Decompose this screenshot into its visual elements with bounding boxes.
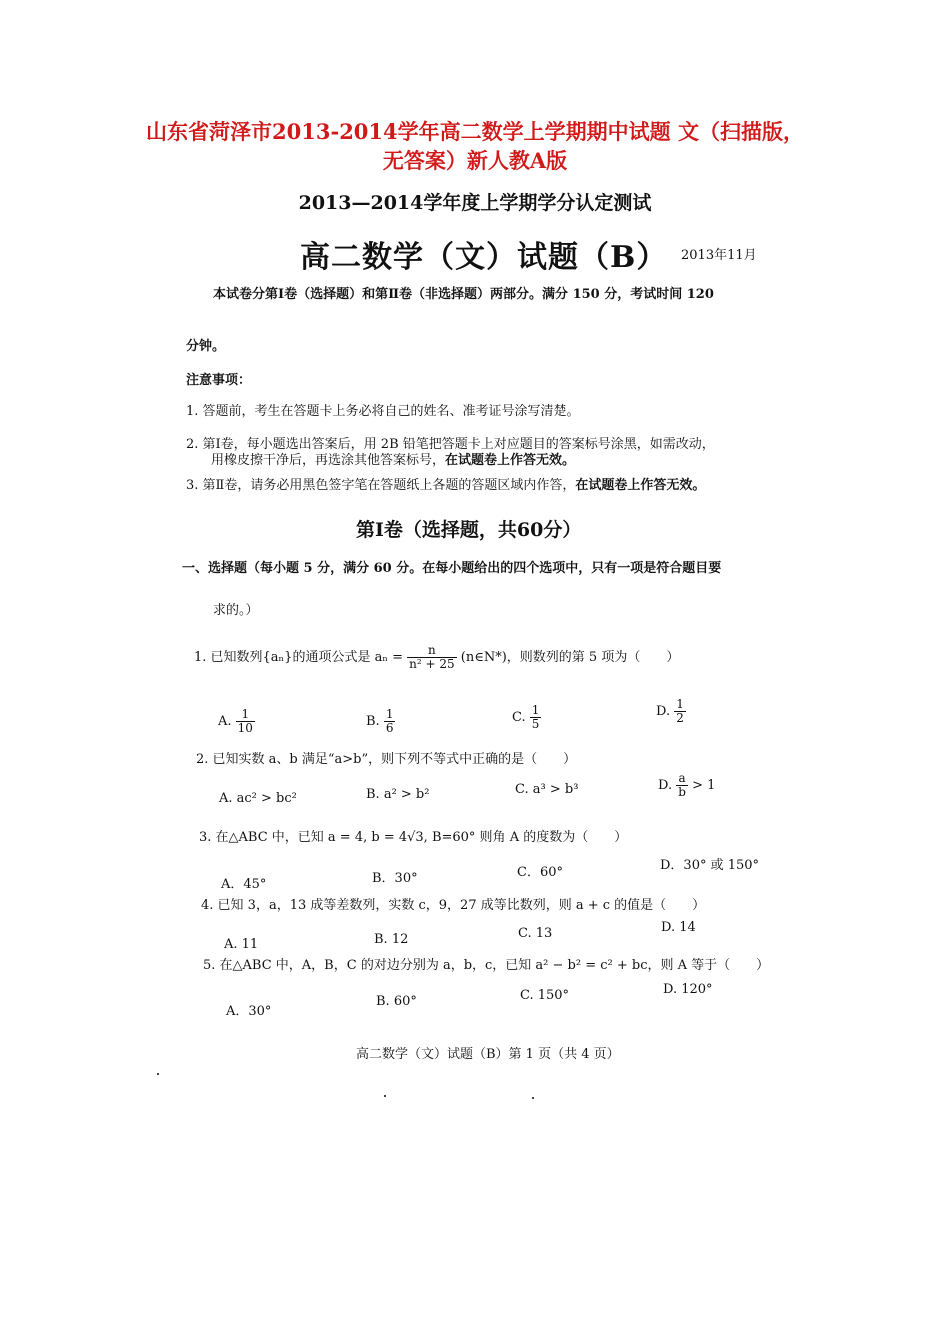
scan-speck [384,1095,386,1097]
question-3-option-b[interactable]: B．30° [372,871,418,886]
notes-heading: 注意事项： [186,373,252,388]
exam-subtitle: 2013—2014学年度上学期学分认定测试 [298,192,652,214]
question-2-option-b[interactable]: B. a² > b² [366,787,430,802]
question-2: 2. 已知实数 a、b 满足“a>b”，则下列不等式中正确的是（ ） [196,752,577,767]
section-title: 第Ⅰ卷（选择题，共60分） [356,519,582,541]
note-1: 1. 答题前，考生在答题卡上务必将自己的姓名、准考证号涂写清楚。 [186,404,580,419]
option-c-fraction [530,704,542,731]
question-1-post: (n∈N*)，则数列的第 5 项为（ ） [460,650,680,665]
option-b-num: 1 [385,707,394,721]
option-c-den: 5 [531,717,540,731]
option-d-fraction [676,772,688,799]
option-d-post: > 1 [692,778,716,793]
note-2b [211,449,575,468]
scan-speck [532,1097,534,1099]
question-5-option-c[interactable]: C. 150° [520,988,570,1003]
option-b-label: B. [366,714,380,729]
option-a-label: A. [218,714,232,729]
question-3-option-c[interactable]: C．60° [517,865,563,880]
question-1-option-d[interactable] [656,698,686,725]
question-5-option-d[interactable]: D. 120° [663,982,713,997]
question-3-option-d[interactable]: D．30° 或 150° [660,858,760,873]
question-5-option-a[interactable]: A．30° [226,1004,272,1019]
question-4-option-a[interactable]: A. 11 [224,937,259,952]
question-2-option-d[interactable] [658,772,715,799]
option-b-den: 6 [385,721,394,735]
question-1-pre: 1. 已知数列{aₙ}的通项公式是 aₙ = [194,650,403,665]
question-1-fraction-den: n² + 25 [409,657,455,671]
part1-line1: 一、选择题（每小题 5 分，满分 60 分。在每小题给出的四个选项中，只有一项是符合题目要 [182,561,722,576]
question-5-option-b[interactable]: B. 60° [376,994,417,1009]
option-c-num: 1 [531,703,540,717]
option-d-label: D. [656,704,671,719]
part1-line2: 求的。） [213,603,259,618]
question-1-fraction [407,644,457,671]
page-footer: 高二数学（文）试题（B）第 1 页（共 4 页） [356,1047,620,1062]
intro-line2: 分钟。 [186,339,226,354]
option-d-fraction [674,698,686,725]
question-4: 4. 已知 3，a，13 成等差数列，实数 c，9，27 成等比数列，则 a + c 的值是（ ） [201,898,706,913]
question-1-option-b[interactable] [366,708,395,735]
note-2b-bold: 在试题卷上作答无效。 [445,453,576,468]
document-title-line1: 山东省菏泽市2013-2014学年高二数学上学期期中试题 文（扫描版， [146,119,804,144]
note-2b-text: 用橡皮擦干净后，再选涂其他答案标号， [211,453,446,468]
option-d-label: D. [658,778,673,793]
question-1-option-a[interactable] [218,708,255,735]
note-3-bold: 在试题卷上作答无效。 [575,478,706,493]
option-d-num: 1 [676,697,684,711]
note-2a: 2. 第Ⅰ卷，每小题选出答案后，用 2B 铅笔把答题卡上对应题目的答案标号涂黑，如需改动， [186,437,715,452]
question-3-option-a[interactable]: A．45° [221,877,267,892]
option-b-fraction [384,708,396,735]
option-d-num: a [676,772,688,786]
exam-main-title: 高二数学（文）试题（B） [300,240,668,275]
option-d-den: b [678,785,686,799]
question-1 [194,644,679,671]
exam-date: 2013年11月 [681,248,757,263]
question-2-option-c[interactable]: C. a³ > b³ [515,782,579,797]
option-c-label: C. [512,710,526,725]
document-title-line2: 无答案）新人教A版 [382,148,568,173]
option-a-fraction [236,708,255,735]
question-3: 3. 在△ABC 中，已知 a = 4, b = 4√3, B=60° 则角 A 的度数为（ ） [199,830,628,845]
option-d-den: 2 [676,711,684,725]
intro-line1: 本试卷分第Ⅰ卷（选择题）和第Ⅱ卷（非选择题）两部分。满分 150 分，考试时间 120 [213,287,714,302]
option-a-num: 1 [236,708,255,722]
question-4-option-d[interactable]: D. 14 [661,920,696,935]
note-3 [186,474,705,493]
question-4-option-b[interactable]: B. 12 [374,932,409,947]
question-2-option-a[interactable]: A. ac² > bc² [219,791,297,806]
question-1-fraction-num: n [407,644,457,658]
scan-speck [157,1073,159,1075]
question-1-option-c[interactable] [512,704,541,731]
document-title [0,117,950,175]
option-a-den: 10 [237,721,253,735]
question-5: 5. 在△ABC 中，A，B，C 的对边分别为 a，b，c，已知 a² − b² = c² + bc，则 A 等于（ ） [203,958,770,973]
note-3-text: 3. 第Ⅱ卷，请务必用黑色签字笔在答题纸上各题的答题区域内作答， [186,478,576,493]
question-4-option-c[interactable]: C. 13 [518,926,553,941]
